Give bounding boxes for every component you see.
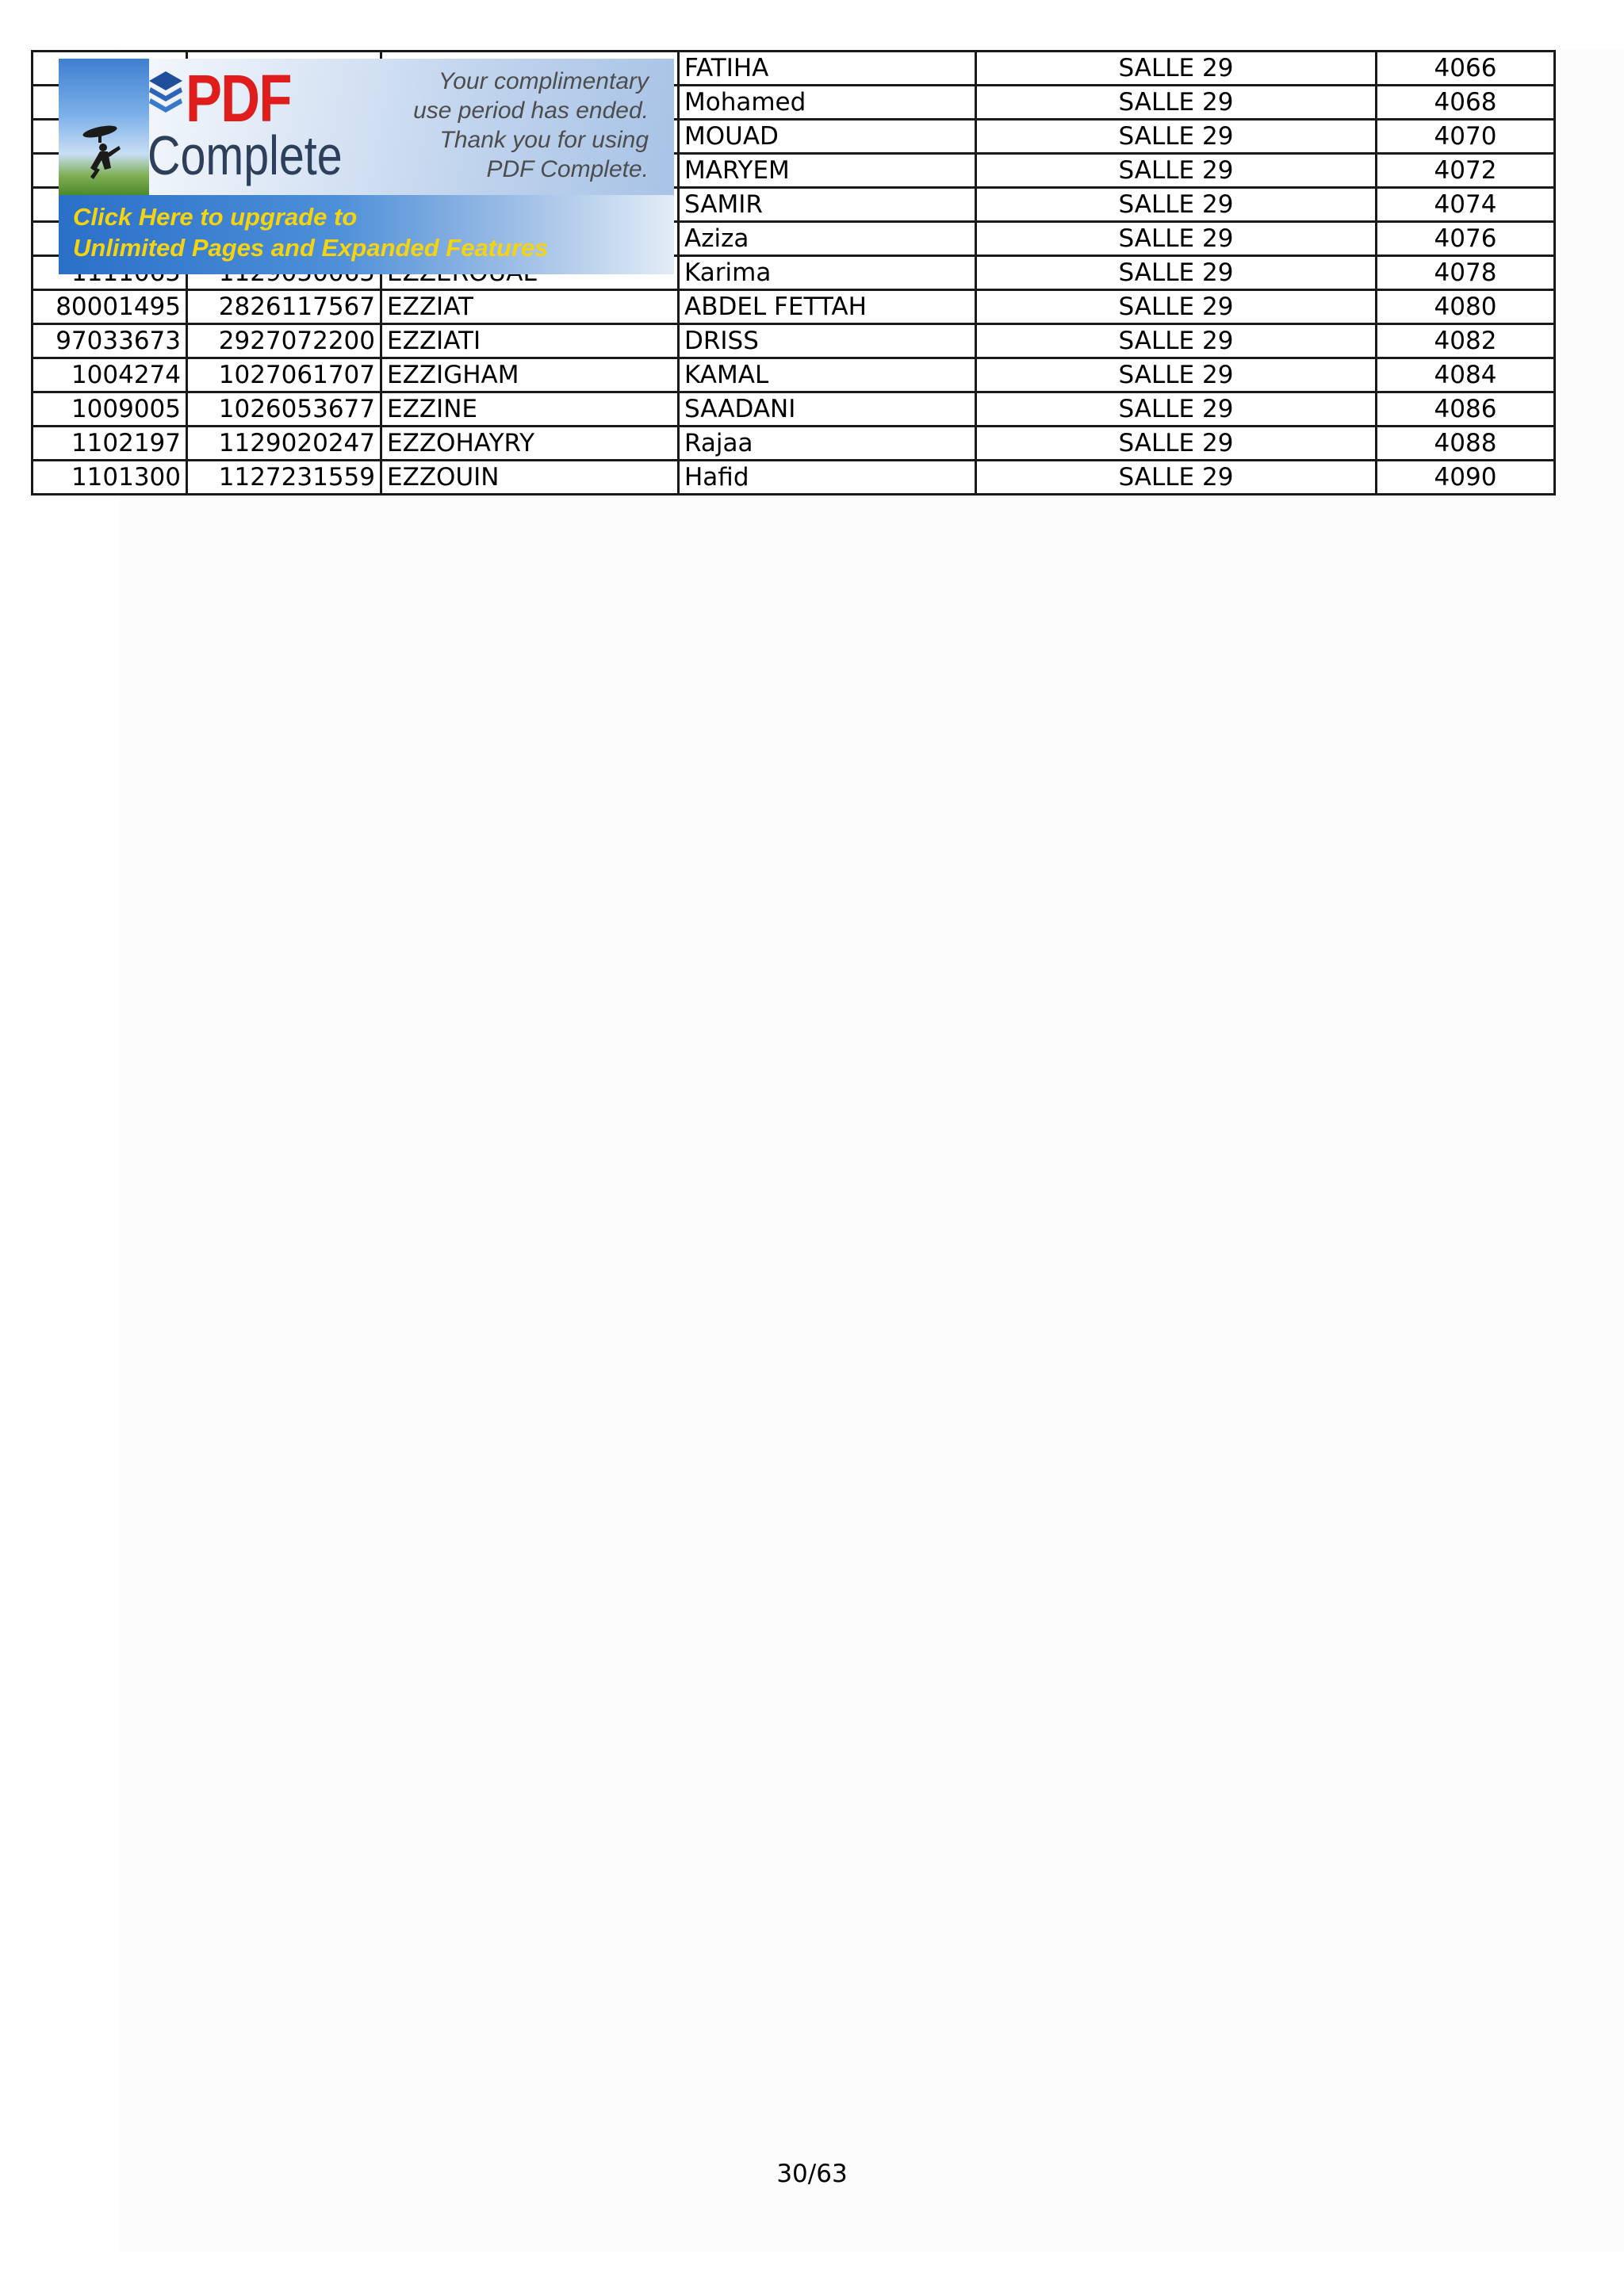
table-row: [33, 392, 1555, 427]
first-name-cell: Rajaa: [679, 427, 976, 461]
first-name-cell: ABDEL FETTAH: [679, 290, 976, 324]
exam-number-cell: 4076: [1377, 222, 1555, 256]
brand-pdf-text: PDF: [186, 61, 291, 136]
exam-number-cell: 4072: [1377, 154, 1555, 188]
last-name-cell: EZZIATI: [381, 324, 679, 358]
message-line: use period has ended.: [413, 98, 649, 124]
room-cell: SALLE 29: [976, 256, 1377, 290]
room-cell: SALLE 29: [976, 154, 1377, 188]
brand-complete-text: Complete: [147, 124, 343, 186]
room-cell: SALLE 29: [976, 222, 1377, 256]
pdf-complete-upgrade-banner[interactable]: [59, 59, 674, 274]
room-cell: SALLE 29: [976, 392, 1377, 427]
code-cell: 1026053677: [187, 392, 381, 427]
exam-number-cell: 4086: [1377, 392, 1555, 427]
code-cell: 1027061707: [187, 358, 381, 392]
id-cell: 1102197: [33, 427, 187, 461]
first-name-cell: DRISS: [679, 324, 976, 358]
first-name-cell: Aziza: [679, 222, 976, 256]
id-cell: 1004274: [33, 358, 187, 392]
upgrade-line[interactable]: Click Here to upgrade to: [73, 203, 358, 231]
message-line: Thank you for using: [439, 127, 649, 153]
first-name-cell: Hafid: [679, 461, 976, 495]
exam-number-cell: 4080: [1377, 290, 1555, 324]
page-number: 30/63: [776, 2160, 848, 2188]
layers-logo-icon: [147, 70, 184, 123]
room-cell: SALLE 29: [976, 324, 1377, 358]
room-cell: SALLE 29: [976, 52, 1377, 86]
page-margin-bottom: [0, 2252, 1624, 2296]
upgrade-link-bar[interactable]: [59, 195, 674, 274]
table-row: [33, 358, 1555, 392]
id-cell: 1101300: [33, 461, 187, 495]
upgrade-link[interactable]: [73, 201, 549, 263]
exam-number-cell: 4068: [1377, 86, 1555, 120]
message-line: Your complimentary: [438, 68, 649, 94]
room-cell: SALLE 29: [976, 358, 1377, 392]
upgrade-line[interactable]: Unlimited Pages and Expanded Features: [73, 234, 549, 262]
message-line: PDF Complete.: [486, 156, 649, 182]
exam-number-cell: 4078: [1377, 256, 1555, 290]
table-row: [33, 427, 1555, 461]
last-name-cell: EZZOUIN: [381, 461, 679, 495]
first-name-cell: Karima: [679, 256, 976, 290]
exam-number-cell: 4066: [1377, 52, 1555, 86]
exam-number-cell: 4084: [1377, 358, 1555, 392]
room-cell: SALLE 29: [976, 427, 1377, 461]
table-row: [33, 324, 1555, 358]
id-cell: 97033673: [33, 324, 187, 358]
code-cell: 1129020247: [187, 427, 381, 461]
last-name-cell: EZZINE: [381, 392, 679, 427]
page-margin-top: [0, 0, 1624, 49]
exam-number-cell: 4088: [1377, 427, 1555, 461]
exam-number-cell: 4082: [1377, 324, 1555, 358]
first-name-cell: MOUAD: [679, 120, 976, 154]
last-name-cell: EZZOHAYRY: [381, 427, 679, 461]
first-name-cell: FATIHA: [679, 52, 976, 86]
room-cell: SALLE 29: [976, 188, 1377, 222]
last-name-cell: EZZIAT: [381, 290, 679, 324]
code-cell: 2927072200: [187, 324, 381, 358]
room-cell: SALLE 29: [976, 120, 1377, 154]
first-name-cell: KAMAL: [679, 358, 976, 392]
first-name-cell: SAMIR: [679, 188, 976, 222]
exam-number-cell: 4074: [1377, 188, 1555, 222]
id-cell: 1009005: [33, 392, 187, 427]
code-cell: 2826117567: [187, 290, 381, 324]
exam-number-cell: 4070: [1377, 120, 1555, 154]
room-cell: SALLE 29: [976, 290, 1377, 324]
last-name-cell: EZZIGHAM: [381, 358, 679, 392]
table-row: [33, 461, 1555, 495]
first-name-cell: MARYEM: [679, 154, 976, 188]
jumping-man-photo: [59, 59, 149, 195]
code-cell: 1127231559: [187, 461, 381, 495]
room-cell: SALLE 29: [976, 461, 1377, 495]
trial-ended-message: [347, 67, 649, 184]
first-name-cell: Mohamed: [679, 86, 976, 120]
room-cell: SALLE 29: [976, 86, 1377, 120]
id-cell: 80001495: [33, 290, 187, 324]
exam-number-cell: 4090: [1377, 461, 1555, 495]
table-row: [33, 290, 1555, 324]
first-name-cell: SAADANI: [679, 392, 976, 427]
